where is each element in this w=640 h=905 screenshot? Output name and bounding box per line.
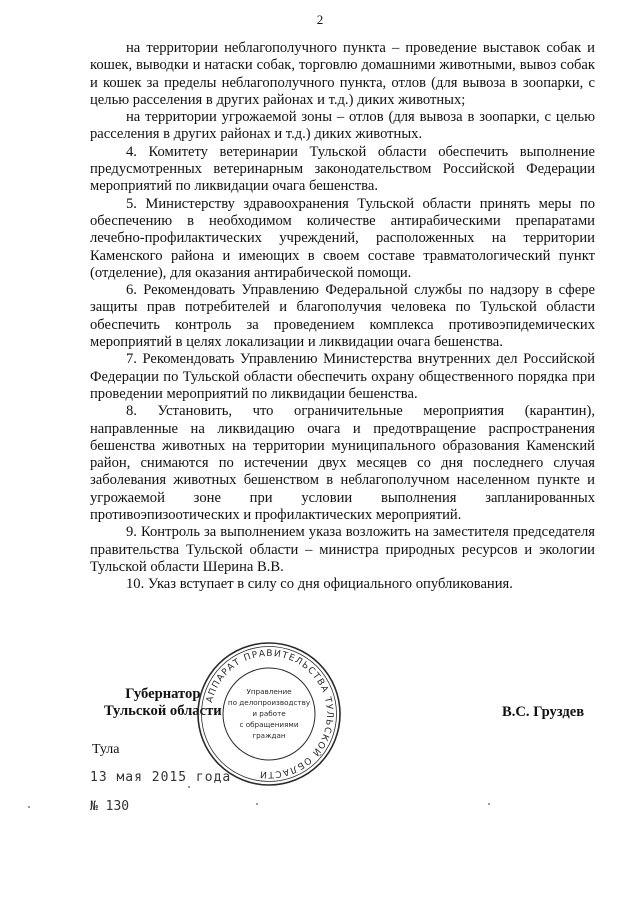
paragraph: 7. Рекомендовать Управлению Министерства внутренних дел Российской Федерации по Тульской области обеспечить охрану общественного порядка при проведении мероприятий по ликвидации бешенства. (90, 351, 595, 402)
seal-inner-line: граждан (252, 731, 286, 740)
signatory-title-line2: Тульской области (104, 703, 222, 719)
place-of-signing: Тула (92, 742, 120, 757)
page-number: 2 (316, 12, 324, 27)
seal-inner-line: Управление (246, 687, 292, 696)
scan-speck (28, 806, 30, 808)
paragraph: на территории неблагополучного пункта – проведение выставок собак и кошек, выводки и натаски собак, торговлю домашними животными, вывоз собак и кошек за пределы неблагополучного пункта, отлов (для вывоза в зоопарки, с целью расселения в других районах и т.д.) диких животных; (90, 40, 595, 108)
seal-inner-line: с обращениями (239, 720, 299, 729)
document-date: 13 мая 2015 года (90, 770, 232, 785)
paragraph: 9. Контроль за выполнением указа возложить на заместителя председателя правительства Тульской области – министра природных ресурсов и экологии Тульской области Шерина В.В. (90, 524, 595, 575)
paragraph: 5. Министерству здравоохранения Тульской области принять меры по обеспечению в необходимом количестве антирабическими препаратами лечебно-профилактических учреждений, расположенных на территории Каменского района и имеющих в своем составе травматологический пункт (отделение), для оказания антирабической помощи. (90, 195, 595, 281)
paragraph: на территории угрожаемой зоны – отлов (для вывоза в зоопарки, с целью расселения в других районах и т.д.) диких животных. (90, 109, 595, 143)
document-body (90, 40, 595, 594)
scan-speck (488, 803, 490, 805)
scan-speck (188, 786, 190, 788)
official-seal (195, 640, 343, 788)
document-number: № 130 (90, 799, 130, 814)
seal-ring-text: АППАРАТ ПРАВИТЕЛЬСТВА ТУЛЬСКОЙ ОБЛАСТИ (205, 648, 335, 780)
seal-inner-line: и работе (252, 709, 286, 718)
scan-speck (256, 803, 258, 805)
paragraph: 10. Указ вступает в силу со дня официального опубликования. (126, 576, 513, 593)
signatory-title-line1: Губернатор (125, 686, 201, 702)
signatory-name: В.С. Груздев (502, 704, 585, 720)
paragraph: 6. Рекомендовать Управлению Федеральной службы по надзору в сфере защиты прав потребителей и благополучия человека по Тульской области обеспечить контроль за проведением комплекса противоэпидемических мероприятий в целях локализации и ликвидации очага бешенства. (90, 282, 595, 351)
paragraph: 8. Установить, что ограничительные мероприятия (карантин), направленные на ликвидацию очага и предотвращение распространения бешенства животных на территории муниципального образования Каменский район, снимаются по истечении двух месяцев со дня последнего случая заболевания животных бешенством в неблагополучном населенном пункте и угрожаемой зоне при условии выполнения запланированных противоэпизоотических и профилактических мероприятий. (90, 403, 595, 524)
paragraph: 4. Комитету ветеринарии Тульской области обеспечить выполнение предусмотренных ветеринарным законодательством Российской Федерации мероприятий по ликвидации очага бешенства. (90, 143, 595, 195)
seal-inner-line: по делопроизводству (227, 698, 311, 707)
